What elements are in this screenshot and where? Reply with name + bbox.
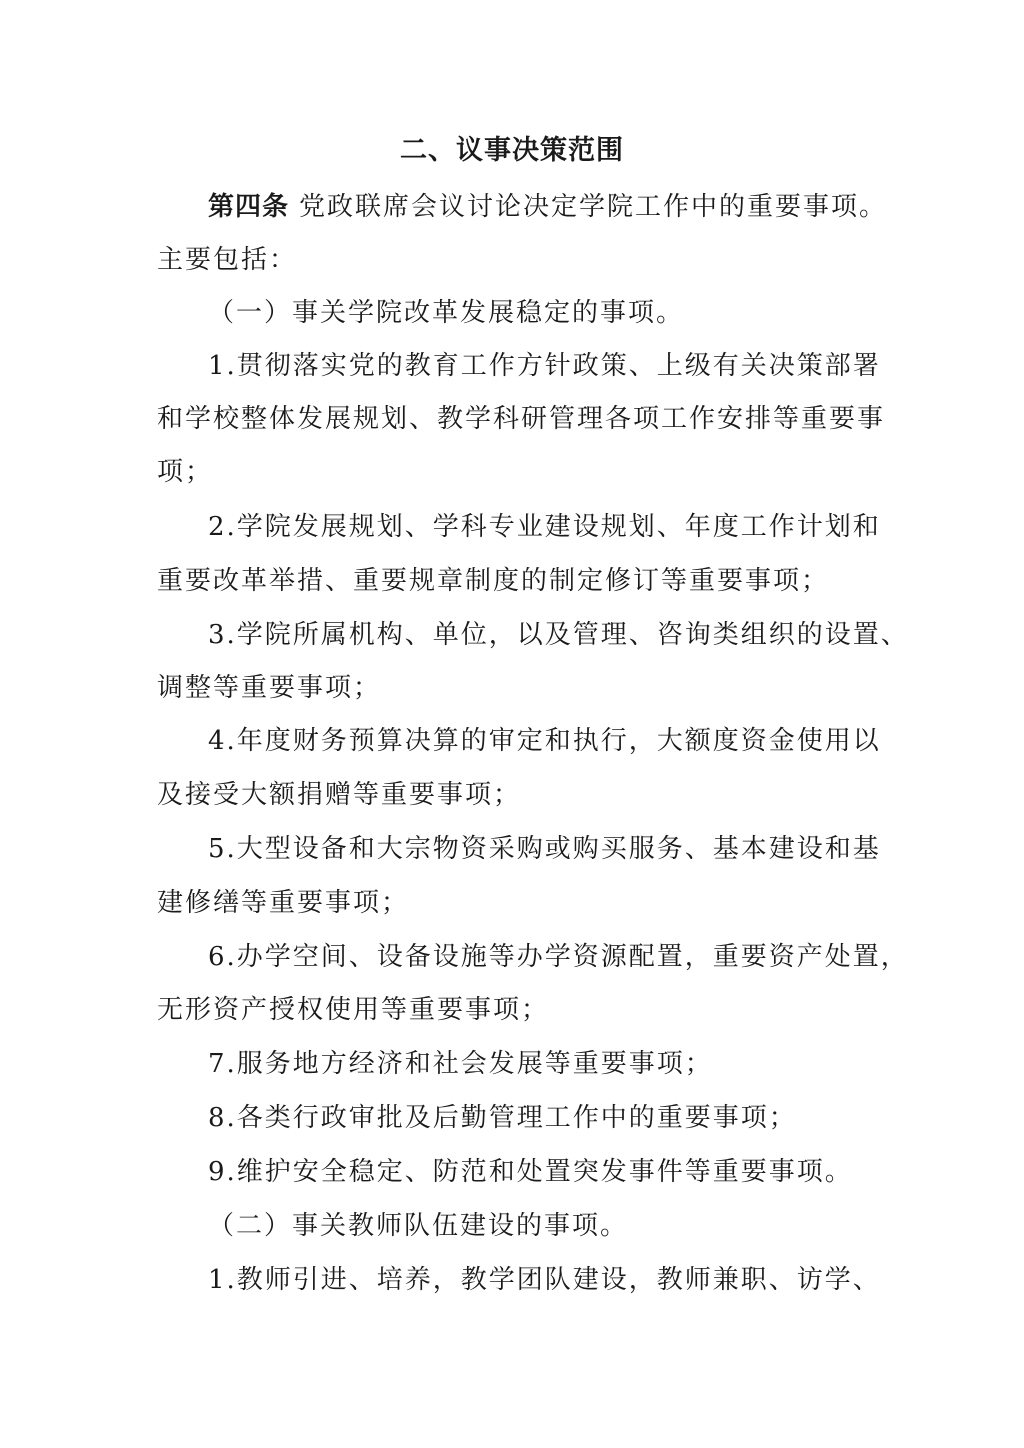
text-line: 2.学院发展规划、学科专业建设规划、年度工作计划和: [208, 512, 881, 542]
text-line: 5.大型设备和大宗物资采购或购买服务、基本建设和基: [208, 834, 881, 864]
text-line: 调整等重要事项；: [157, 673, 382, 703]
text-line: 主要包括：: [157, 245, 298, 275]
text-line: 1.贯彻落实党的教育工作方针政策、上级有关决策部署: [208, 351, 881, 381]
text-line: 重要改革举措、重要规章制度的制定修订等重要事项；: [157, 566, 830, 596]
text-line: （一）事关学院改革发展稳定的事项。: [208, 298, 685, 328]
text-line: 1.教师引进、培养，教学团队建设，教师兼职、访学、: [208, 1265, 881, 1295]
article-paragraph: [208, 187, 887, 227]
text-line: 和学校整体发展规划、教学科研管理各项工作安排等重要事: [157, 404, 886, 434]
text-line: 及接受大额捐赠等重要事项；: [157, 780, 522, 810]
article-label: 第四条: [208, 192, 290, 222]
text-line: 8.各类行政审批及后勤管理工作中的重要事项；: [208, 1103, 797, 1133]
text-line: 建修缮等重要事项；: [157, 888, 410, 918]
text-line: 3.学院所属机构、单位，以及管理、咨询类组织的设置、: [208, 620, 909, 650]
text-line: （二）事关教师队伍建设的事项。: [208, 1211, 629, 1241]
text-line: 7.服务地方经济和社会发展等重要事项；: [208, 1049, 713, 1079]
article-text: 党政联席会议讨论决定学院工作中的重要事项。: [299, 192, 888, 222]
text-line: 4.年度财务预算决算的审定和执行，大额度资金使用以: [208, 726, 881, 756]
text-line: 9.维护安全稳定、防范和处置突发事件等重要事项。: [208, 1157, 853, 1187]
text-line: 项；: [157, 457, 214, 487]
section-heading: 二、议事决策范围: [400, 135, 624, 166]
text-line: 无形资产授权使用等重要事项；: [157, 995, 550, 1025]
text-line: 6.办学空间、设备设施等办学资源配置，重要资产处置，: [208, 942, 909, 972]
